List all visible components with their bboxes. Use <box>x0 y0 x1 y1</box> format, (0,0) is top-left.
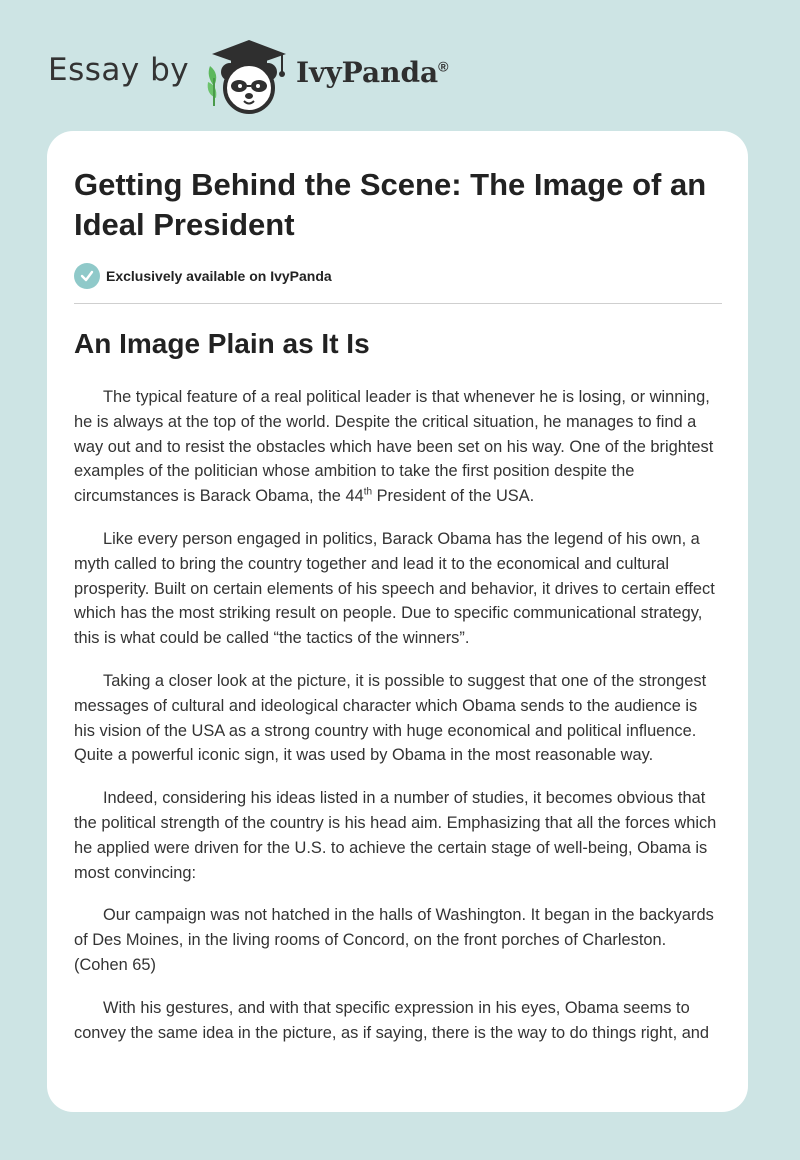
check-icon <box>74 263 100 289</box>
essay-title: Getting Behind the Scene: The Image of an Ideal President <box>74 167 707 242</box>
section-heading: An Image Plain as It Is <box>74 328 370 359</box>
quote-paragraph: Our campaign was not hatched in the halls of Washington. It began in the backyards of Des Moines, in the living rooms of Concord, on the front porches of Charleston. (Cohen 65) <box>74 906 714 974</box>
essay-card <box>47 131 748 1112</box>
paragraph-1-text: The typical feature of a real political leader is that whenever he is losing, or winning, he is always at the top of the world. Despite the critical situation, he manages to find a way out and to resist the obstacles which have been set on his way. One of the brightest examples of the politician whose ambition to take the first position despite the circumstances is Barack Obama, the 44 <box>74 388 714 506</box>
paragraph-4: Indeed, considering his ideas listed in a number of studies, it becomes obvious that the political strength of the country is his head aim. Emphasizing that all the forces which he applied were driven for the U.S. to achieve the certain stage of well-being, Obama is most convincing: <box>74 789 717 882</box>
essay-by-label: Essay by <box>48 52 190 88</box>
ivypanda-logo[interactable] <box>204 36 294 116</box>
panda-graduate-icon <box>204 36 294 116</box>
paragraph-6: With his gestures, and with that specific expression in his eyes, Obama seems to convey the same idea in the picture, as if saying, there is the way to do things right, and <box>74 998 710 1042</box>
paragraph-3: Taking a closer look at the picture, it is possible to suggest that one of the strongest messages of cultural and ideological character which Obama sends to the audience is his vision of the USA as a strong country with huge economical and political influence. Quite a powerful iconic sign, it was used by Obama in the most reasonable way. <box>74 671 707 765</box>
paragraph-2: Like every person engaged in politics, Barack Obama has the legend of his own, a myth called to bring the country together and lead it to the economical and cultural prosperity. Built on certain elements of his speech and behavior, it drives to certain effect which has the most striking result on people. Due to specific communicational strategy, this is what could be called “the tactics of the winners”. <box>74 529 715 648</box>
essay-body <box>74 385 722 1063</box>
divider <box>74 303 722 304</box>
paragraph-1 <box>74 385 722 509</box>
paragraph-1-text-end: President of the USA. <box>372 487 535 506</box>
ordinal-suffix: th <box>363 486 373 498</box>
exclusive-badge <box>74 263 332 289</box>
brand-name[interactable] <box>296 56 449 89</box>
exclusive-label: Exclusively available on IvyPanda <box>106 268 332 284</box>
registered-mark: ® <box>438 58 449 75</box>
site-header <box>48 36 748 116</box>
brand-text: IvyPanda <box>296 56 439 89</box>
